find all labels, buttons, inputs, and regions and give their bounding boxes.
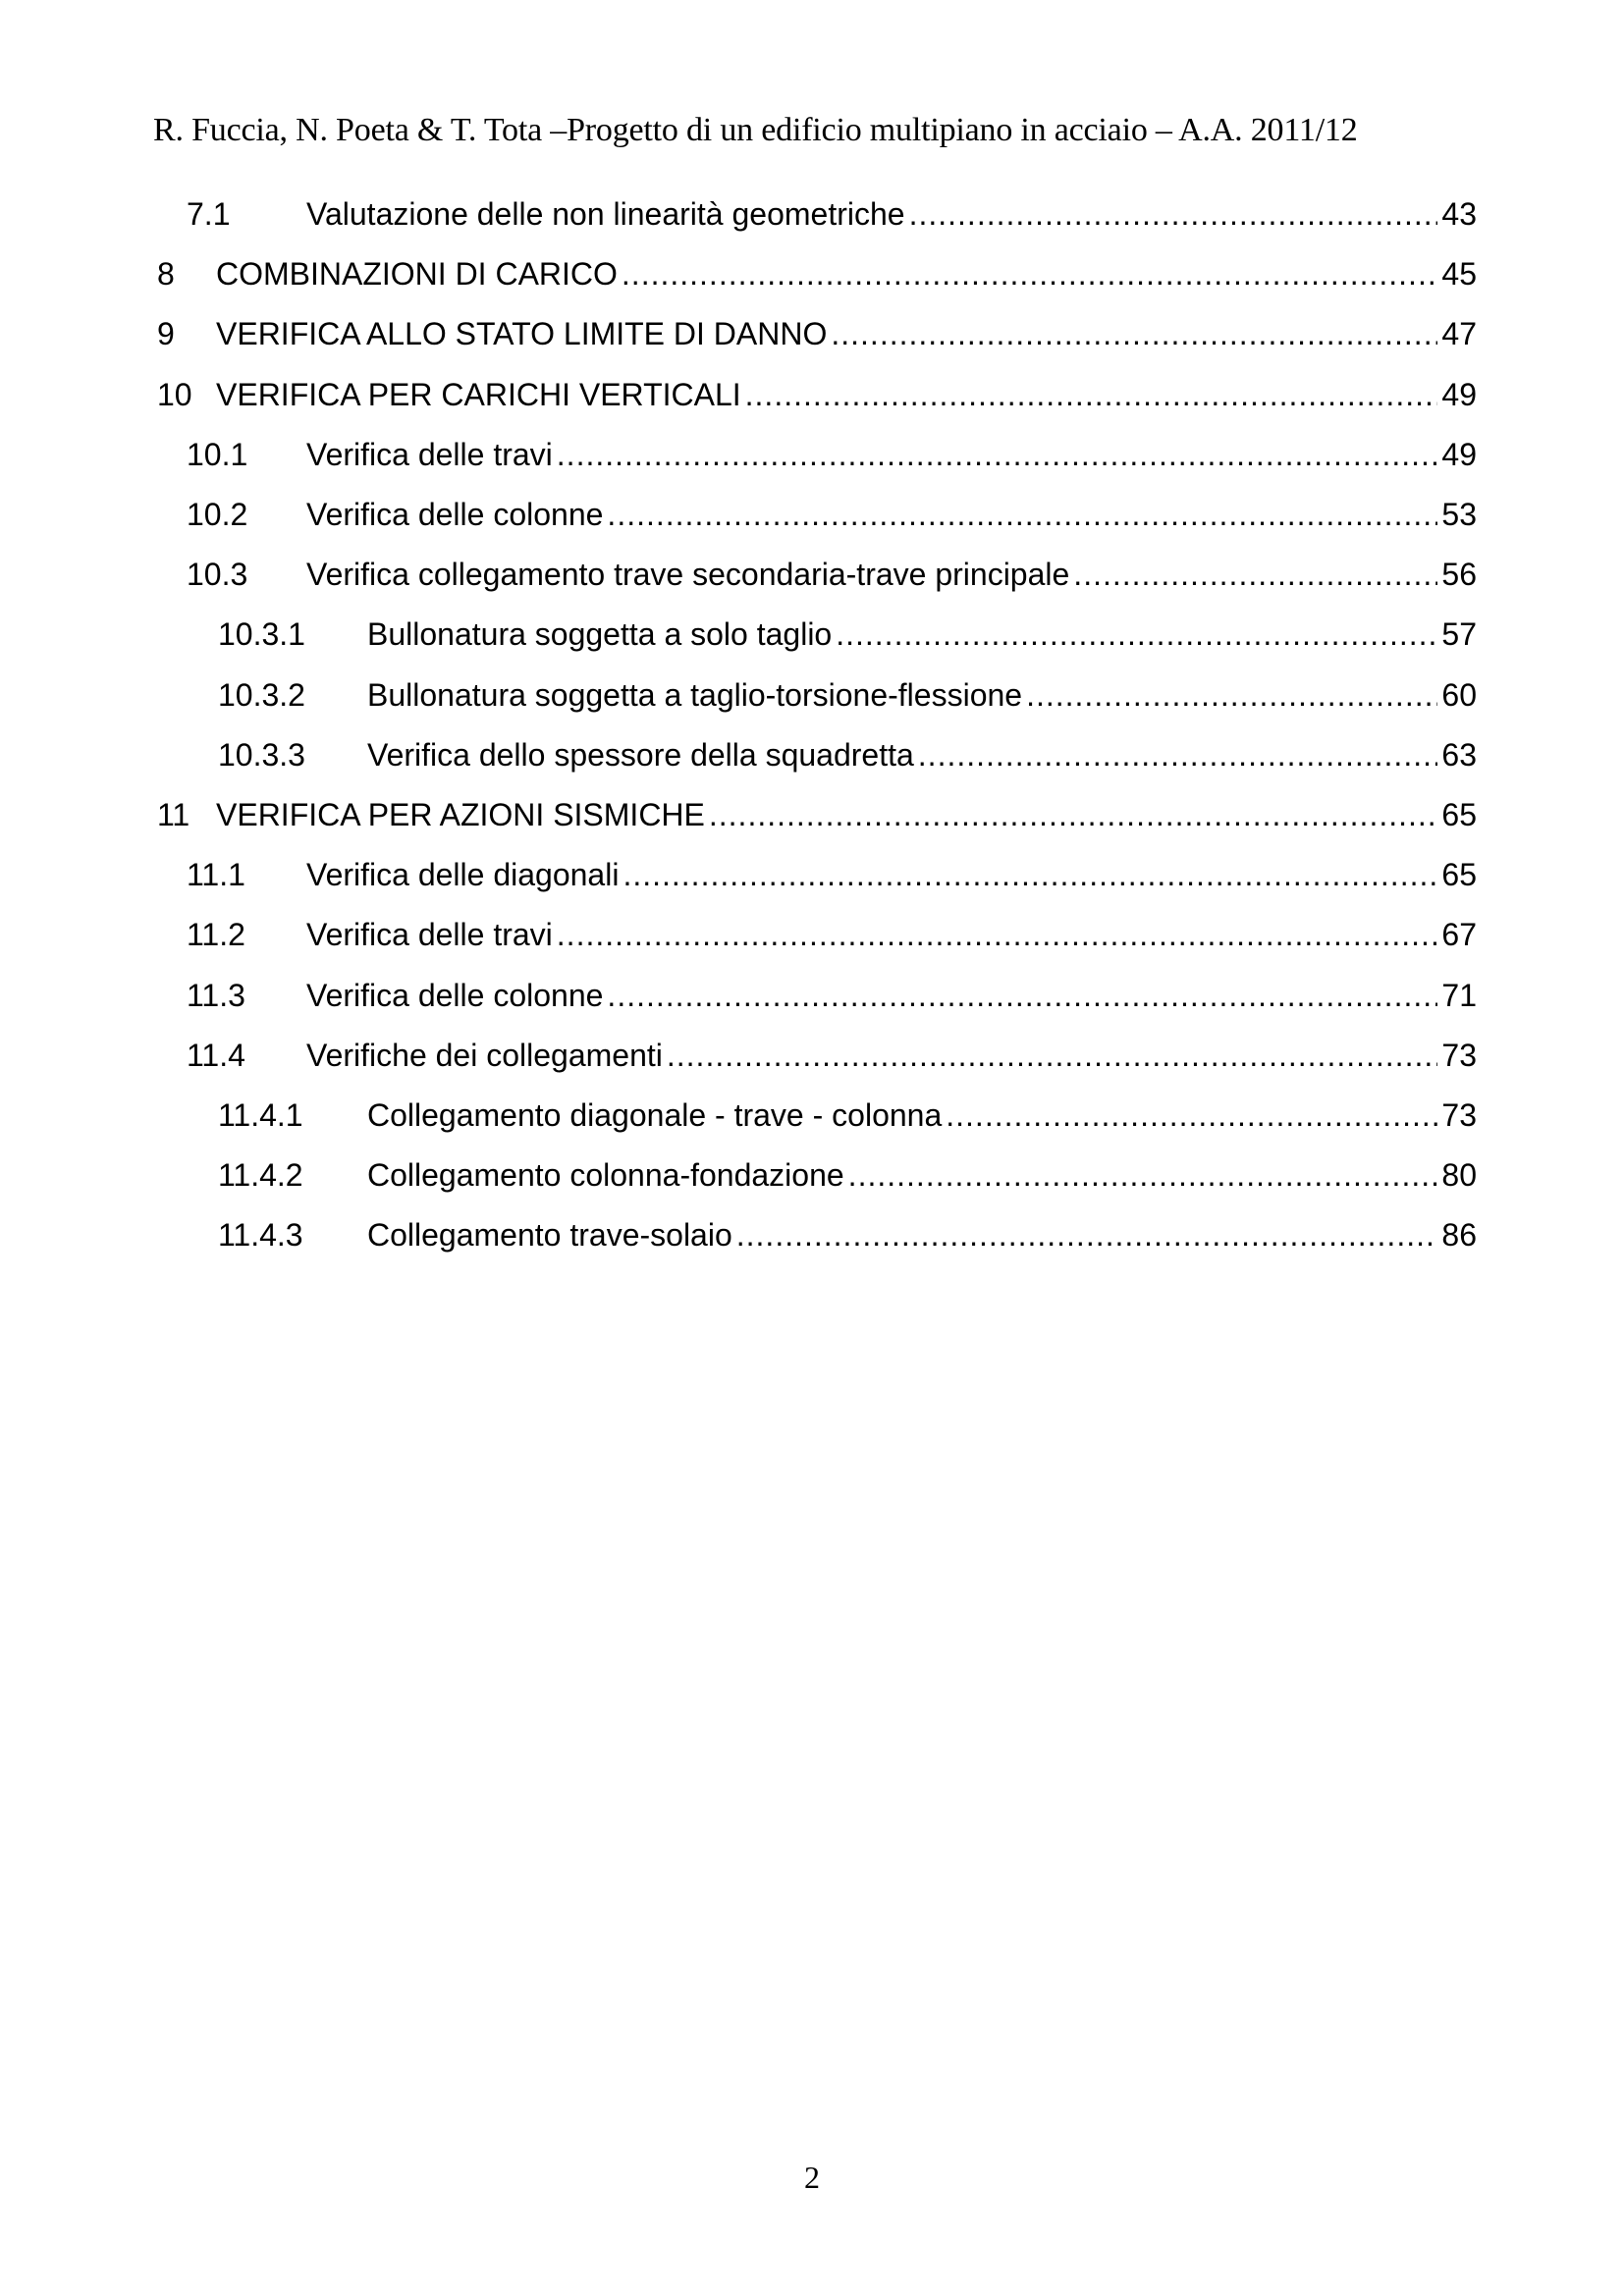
- toc-entry-number: 11.4.3: [218, 1217, 303, 1254]
- toc-entry-page: 86: [1441, 1217, 1477, 1254]
- toc-entry-page: 65: [1441, 796, 1477, 832]
- toc-entry-number: 10.3.3: [218, 736, 305, 773]
- toc-entry-page: 65: [1441, 857, 1477, 893]
- toc-entry-page: 57: [1441, 616, 1477, 653]
- toc-entry-title: Verifica delle colonne: [306, 497, 604, 533]
- toc-entry[interactable]: [157, 244, 1477, 304]
- running-header: R. Fuccia, N. Poeta & T. Tota –Progetto di un edificio multipiano in acciaio – A.A. 2011/12: [153, 112, 1358, 148]
- toc-leader-dots: [848, 1157, 1438, 1194]
- toc-entry-number: 7.1: [187, 196, 231, 233]
- toc-entry-number: 8: [157, 256, 175, 293]
- toc-entry-number: 11: [157, 796, 190, 832]
- toc-leader-dots: [736, 1217, 1438, 1254]
- toc-leader-dots: [667, 1038, 1438, 1074]
- toc-entry-page: 45: [1441, 256, 1477, 293]
- toc-leader-dots: [1073, 557, 1437, 593]
- toc-entry-title: Verifica delle travi: [306, 436, 553, 472]
- toc-entry-page: 71: [1441, 977, 1477, 1013]
- toc-entry[interactable]: [157, 725, 1477, 785]
- toc-entry-title: Bullonatura soggetta a solo taglio: [367, 616, 833, 653]
- toc-entry-number: 10.3: [187, 557, 248, 593]
- toc-entry[interactable]: [157, 1086, 1477, 1146]
- toc-entry-title: COMBINAZIONI DI CARICO: [216, 256, 618, 293]
- toc-entry-title: Collegamento colonna-fondazione: [367, 1157, 844, 1194]
- toc-entry-page: 73: [1441, 1096, 1477, 1133]
- toc-entry[interactable]: [157, 304, 1477, 364]
- toc-entry-number: 11.3: [187, 977, 245, 1013]
- toc-entry-page: 49: [1441, 376, 1477, 412]
- toc-entry-page: 56: [1441, 557, 1477, 593]
- toc-entry-title: Bullonatura soggetta a taglio-torsione-flessione: [367, 676, 1023, 713]
- toc-entry[interactable]: [157, 965, 1477, 1025]
- toc-leader-dots: [557, 917, 1438, 953]
- toc-entry-page: 43: [1441, 196, 1477, 233]
- toc-entry-title: VERIFICA PER AZIONI SISMICHE: [216, 796, 705, 832]
- toc-entry[interactable]: [157, 785, 1477, 845]
- toc-entry-title: Verifica delle travi: [306, 917, 553, 953]
- toc-entry[interactable]: [157, 905, 1477, 965]
- toc-leader-dots: [946, 1097, 1437, 1134]
- toc-entry[interactable]: [157, 545, 1477, 605]
- toc-entry-page: 67: [1441, 917, 1477, 953]
- toc-entry[interactable]: [157, 666, 1477, 725]
- toc-entry-number: 10.1: [187, 436, 248, 472]
- toc-entry-number: 11.4.1: [218, 1096, 303, 1133]
- toc-entry-page: 49: [1441, 436, 1477, 472]
- toc-entry[interactable]: [157, 1205, 1477, 1265]
- toc-leader-dots: [831, 316, 1437, 352]
- toc-entry-page: 47: [1441, 316, 1477, 352]
- toc-leader-dots: [745, 377, 1438, 413]
- toc-entry-number: 11.4: [187, 1037, 245, 1073]
- toc-entry-title: Verifiche dei collegamenti: [306, 1037, 663, 1073]
- toc-entry-number: 11.2: [187, 917, 245, 953]
- toc-entry[interactable]: [157, 845, 1477, 905]
- toc-entry-title: Verifica collegamento trave secondaria-trave principale: [306, 557, 1070, 593]
- toc-entry-title: VERIFICA PER CARICHI VERTICALI: [216, 376, 741, 412]
- page-number: 2: [804, 2160, 820, 2195]
- toc-entry-title: VERIFICA ALLO STATO LIMITE DI DANNO: [216, 316, 828, 352]
- toc-entry-title: Verifica delle colonne: [306, 977, 604, 1013]
- toc-leader-dots: [557, 437, 1438, 473]
- toc-entry-title: Collegamento trave-solaio: [367, 1217, 732, 1254]
- toc-entry[interactable]: [157, 185, 1477, 244]
- toc-entry-number: 11.1: [187, 857, 245, 893]
- toc-entry-page: 80: [1441, 1157, 1477, 1194]
- toc-entry[interactable]: [157, 1146, 1477, 1205]
- toc-entry-number: 10: [157, 376, 192, 412]
- toc-entry-page: 60: [1441, 676, 1477, 713]
- toc-entry-page: 63: [1441, 736, 1477, 773]
- toc-entry-number: 9: [157, 316, 175, 352]
- toc-entry-number: 10.3.1: [218, 616, 305, 653]
- toc-leader-dots: [918, 737, 1438, 774]
- toc-entry[interactable]: [157, 365, 1477, 425]
- toc-leader-dots: [909, 196, 1438, 233]
- toc-entry-number: 10.2: [187, 497, 248, 533]
- toc-entry-number: 10.3.2: [218, 676, 305, 713]
- toc-entry-title: Collegamento diagonale - trave - colonna: [367, 1096, 943, 1133]
- toc-entry-page: 53: [1441, 497, 1477, 533]
- toc-entry[interactable]: [157, 425, 1477, 485]
- toc-leader-dots: [623, 857, 1437, 893]
- toc-leader-dots: [607, 978, 1437, 1014]
- toc-leader-dots: [622, 256, 1438, 293]
- toc-entry-page: 73: [1441, 1037, 1477, 1073]
- toc-entry-title: Verifica dello spessore della squadretta: [367, 736, 914, 773]
- toc-entry[interactable]: [157, 485, 1477, 545]
- toc-entry[interactable]: [157, 1026, 1477, 1086]
- toc-leader-dots: [607, 497, 1437, 533]
- toc-leader-dots: [709, 797, 1438, 833]
- toc-entry-title: Valutazione delle non linearità geometriche: [306, 196, 905, 233]
- table-of-contents: [157, 185, 1477, 1265]
- toc-entry-number: 11.4.2: [218, 1157, 303, 1194]
- toc-entry[interactable]: [157, 605, 1477, 665]
- toc-leader-dots: [836, 616, 1437, 653]
- toc-leader-dots: [1026, 677, 1437, 714]
- toc-entry-title: Verifica delle diagonali: [306, 857, 620, 893]
